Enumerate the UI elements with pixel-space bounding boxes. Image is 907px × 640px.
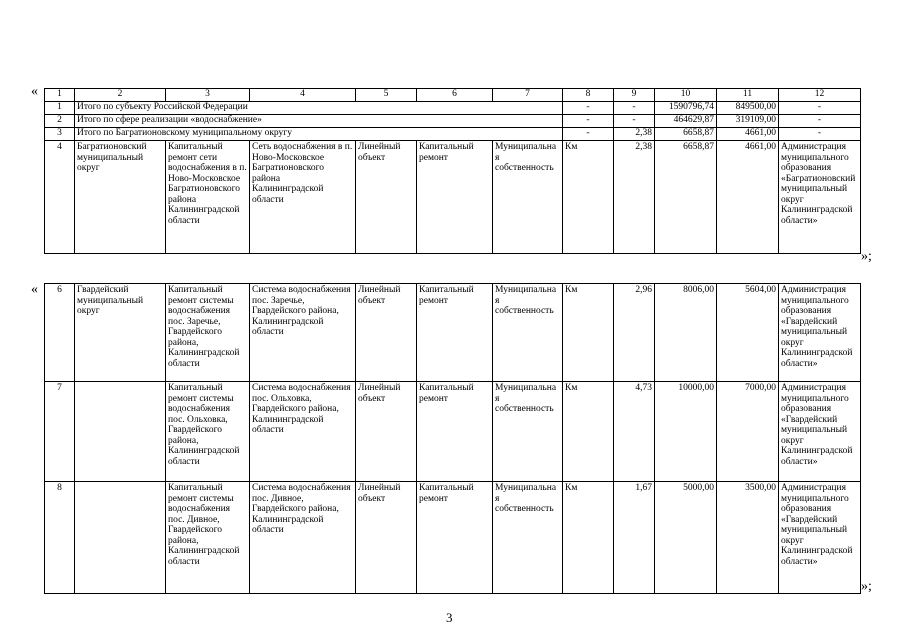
cell-responsible: Администрация муниципального образования «Гвардейский муниципальный округ Калининградской области» xyxy=(779,284,861,382)
row-number: 3 xyxy=(45,128,75,141)
cell-unit: - xyxy=(563,128,614,141)
cell-work-name: Капитальный ремонт сети водоснабжения в п. Ново-Московское Багратионовского района Калининградской области xyxy=(166,141,250,254)
cell-responsible: - xyxy=(779,102,861,115)
cell-total-cost: 6658,87 xyxy=(655,141,717,254)
cell-unit: Км xyxy=(563,382,614,482)
header-cell: 3 xyxy=(166,89,250,102)
row-number: 4 xyxy=(45,141,75,254)
cell-object-type: Линейный объект xyxy=(356,141,417,254)
summary-label: Итого по сфере реализации «водоснабжение» xyxy=(75,115,563,128)
table-row xyxy=(45,382,861,482)
cell-total-cost: 10000,00 xyxy=(655,382,717,482)
cell-municipality: Багратионовский муниципальный округ xyxy=(75,141,166,254)
header-cell: 11 xyxy=(717,89,779,102)
page-number: 3 xyxy=(446,610,453,625)
close-quote-2: »; xyxy=(861,579,872,594)
cell-unit: - xyxy=(563,115,614,128)
header-cell: 7 xyxy=(493,89,563,102)
cell-responsible: - xyxy=(779,115,861,128)
row-number: 2 xyxy=(45,115,75,128)
cell-quantity: 2,38 xyxy=(614,128,655,141)
open-quote-2: « xyxy=(31,282,38,297)
cell-work-name: Капитальный ремонт системы водоснабжения пос. Дивное, Гвардейского района, Калининградской области xyxy=(166,482,250,594)
cell-ownership: Муниципальная собственность xyxy=(493,284,563,382)
cell-quantity: - xyxy=(614,102,655,115)
row-number: 7 xyxy=(45,382,75,482)
cell-object-name: Система водоснабжения пос. Ольховка, Гвардейского района, Калининградской области xyxy=(250,382,356,482)
cell-quantity: 2,96 xyxy=(614,284,655,382)
table-row xyxy=(45,482,861,594)
cell-funding: 3500,00 xyxy=(717,482,779,594)
table-row xyxy=(45,115,861,128)
cell-municipality: Гвардейский муниципальный округ xyxy=(75,284,166,382)
header-cell: 6 xyxy=(417,89,493,102)
cell-object-type: Линейный объект xyxy=(356,482,417,594)
cell-funding: 319109,00 xyxy=(717,115,779,128)
cell-unit: Км xyxy=(563,284,614,382)
cell-ownership: Муниципальная собственность xyxy=(493,141,563,254)
row-number: 6 xyxy=(45,284,75,382)
cell-ownership: Муниципальная собственность xyxy=(493,482,563,594)
cell-work-name: Капитальный ремонт системы водоснабжения пос. Ольховка, Гвардейского района, Калининградской области xyxy=(166,382,250,482)
header-cell: 9 xyxy=(614,89,655,102)
header-cell: 8 xyxy=(563,89,614,102)
cell-object-name: Сеть водоснабжения в п. Ново-Московское Багратионовского района Калининградской области xyxy=(250,141,356,254)
close-quote-1: »; xyxy=(861,249,872,264)
cell-object-name: Система водоснабжения пос. Заречье, Гвардейского района, Калининградской области xyxy=(250,284,356,382)
cell-funding: 849500,00 xyxy=(717,102,779,115)
cell-total-cost: 8006,00 xyxy=(655,284,717,382)
cell-object-name: Система водоснабжения пос. Дивное, Гвардейского района, Калининградской области xyxy=(250,482,356,594)
summary-label: Итого по Багратионовскому муниципальному округу xyxy=(75,128,563,141)
cell-total-cost: 464629,87 xyxy=(655,115,717,128)
cell-object-type: Линейный объект xyxy=(356,284,417,382)
header-row xyxy=(45,89,861,102)
cell-work-type: Капитальный ремонт xyxy=(417,382,493,482)
header-cell: 2 xyxy=(75,89,166,102)
table-2 xyxy=(44,283,861,594)
table-row xyxy=(45,284,861,382)
cell-quantity: 4,73 xyxy=(614,382,655,482)
cell-funding: 5604,00 xyxy=(717,284,779,382)
cell-funding: 4661,00 xyxy=(717,128,779,141)
cell-unit: Км xyxy=(563,482,614,594)
cell-quantity: 1,67 xyxy=(614,482,655,594)
cell-responsible: Администрация муниципального образования «Багратионовский муниципальный округ Калининградской области» xyxy=(779,141,861,254)
cell-work-type: Капитальный ремонт xyxy=(417,284,493,382)
cell-quantity: - xyxy=(614,115,655,128)
cell-municipality xyxy=(75,482,166,594)
row-number: 8 xyxy=(45,482,75,594)
cell-funding: 4661,00 xyxy=(717,141,779,254)
cell-quantity: 2,38 xyxy=(614,141,655,254)
cell-responsible: Администрация муниципального образования «Гвардейский муниципальный округ Калининградской области» xyxy=(779,382,861,482)
header-cell: 5 xyxy=(356,89,417,102)
cell-work-type: Капитальный ремонт xyxy=(417,482,493,594)
header-cell: 4 xyxy=(250,89,356,102)
table-row xyxy=(45,128,861,141)
cell-total-cost: 1590796,74 xyxy=(655,102,717,115)
cell-municipality xyxy=(75,382,166,482)
table-row xyxy=(45,141,861,254)
cell-funding: 7000,00 xyxy=(717,382,779,482)
cell-unit: Км xyxy=(563,141,614,254)
table-1 xyxy=(44,88,861,254)
header-cell: 10 xyxy=(655,89,717,102)
summary-label: Итого по субъекту Российской Федерации xyxy=(75,102,563,115)
cell-responsible: - xyxy=(779,128,861,141)
header-cell: 1 xyxy=(45,89,75,102)
header-cell: 12 xyxy=(779,89,861,102)
cell-work-name: Капитальный ремонт системы водоснабжения пос. Заречье, Гвардейского района, Калининградской области xyxy=(166,284,250,382)
row-number: 1 xyxy=(45,102,75,115)
cell-ownership: Муниципальная собственность xyxy=(493,382,563,482)
cell-object-type: Линейный объект xyxy=(356,382,417,482)
open-quote-1: « xyxy=(31,84,38,99)
cell-unit: - xyxy=(563,102,614,115)
table-row xyxy=(45,102,861,115)
cell-total-cost: 5000,00 xyxy=(655,482,717,594)
cell-work-type: Капитальный ремонт xyxy=(417,141,493,254)
cell-responsible: Администрация муниципального образования «Гвардейский муниципальный округ Калининградской области» xyxy=(779,482,861,594)
cell-total-cost: 6658,87 xyxy=(655,128,717,141)
